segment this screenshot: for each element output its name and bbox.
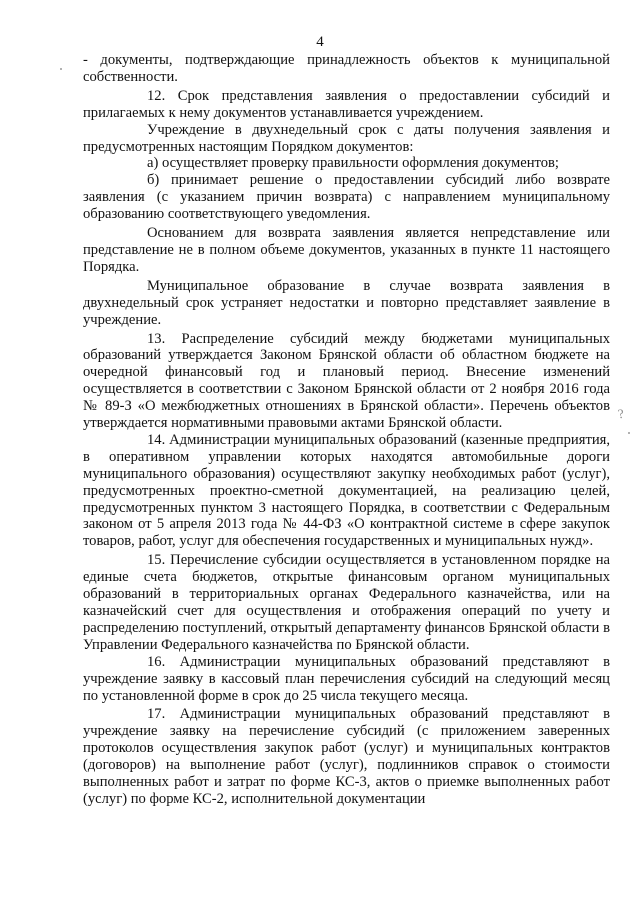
margin-question-mark: ? [616, 405, 625, 422]
paragraph-17: 17. Администрации муниципальных образований представляют в учреждение заявку на перечисление субсидий (с приложением заверенных протоколов осуществления закупок работ (услуг) и муниципальных контрактов (договоров) на выполнение работ (услуг), подлинников справок о стоимости выполненных работ и затрат по форме КС-3, актов о приемке выполненных работ (услуг) по форме КС-2, исполнительной документации [83, 706, 610, 807]
paragraph-13: 13. Распределение субсидий между бюджетами муниципальных образований утверждается Законом Брянской области об областном бюджете на очередной финансовый год и плановый период. Внесение изменений осуществляется в соответствии с Законом Брянской области от 2 ноября 2016 года № 89-З «О межбюджетных отношениях в Брянской области». Перечень объектов утверждается нормативными правовыми актами Брянской области. [83, 330, 610, 432]
paragraph-14: 14. Администрации муниципальных образований (казенные предприятия, в оперативном управлении которых находятся автомобильные дороги муниципального образования) осуществляют закупку необходимых работ (услуг), предусмотренных проектно-сметной документацией, на реализацию целей, предусмотренных пунктом 3 настоящего Порядка, в соответствии с Федеральным законом от 5 апреля 2013 года № 44-ФЗ «О контрактной системе в сфере закупок товаров, работ, услуг для обеспечения государственных и муниципальных нужд». [83, 431, 610, 550]
paragraph-12: 12. Срок представления заявления о предоставлении субсидий и прилагаемых к нему документов устанавливается учреждением. [83, 87, 610, 121]
document-body [83, 52, 610, 808]
paragraph-item-a: а) осуществляет проверку правильности оформления документов; [147, 155, 559, 172]
paragraph-return-grounds: Основанием для возврата заявления является непредставление или представление не в полном объеме документов, указанных в пункте 11 настоящего Порядка. [83, 225, 610, 275]
paragraph-16: 16. Администрации муниципальных образований представляют в учреждение заявку в кассовый план перечисления субсидий на следующий месяц по установленной форме в срок до 25 числа текущего месяца. [83, 653, 610, 704]
paragraph-item-b: б) принимает решение о предоставлении субсидий либо возврате заявления (с указанием причин возврата) с направлением муниципальному образованию соответствующего уведомления. [83, 172, 610, 223]
page-number: 4 [316, 34, 324, 50]
paragraph-institution-term: Учреждение в двухнедельный срок с даты получения заявления и предусмотренных настоящим Порядком документов: [83, 121, 610, 155]
paragraph-municipality-fix: Муниципальное образование в случае возврата заявления в двухнедельный срок устраняет недостатки и повторно представляет заявление в учреждение. [83, 277, 610, 328]
scan-speck [628, 432, 630, 434]
paragraph-documents-item: - документы, подтверждающие принадлежность объектов к муниципальной собственности. [83, 52, 610, 85]
paragraph-15: 15. Перечисление субсидии осуществляется в установленном порядке на единые счета бюджетов, открытые финансовым органом муниципальных образований в территориальных органах Федерального казначейства, или на казначейский счет для осуществления и отображения операций по учету и распределению поступлений, открытый департаменту финансов Брянской области в Управлении Федерального казначейства по Брянской области. [83, 552, 610, 653]
scan-speck [60, 68, 62, 70]
